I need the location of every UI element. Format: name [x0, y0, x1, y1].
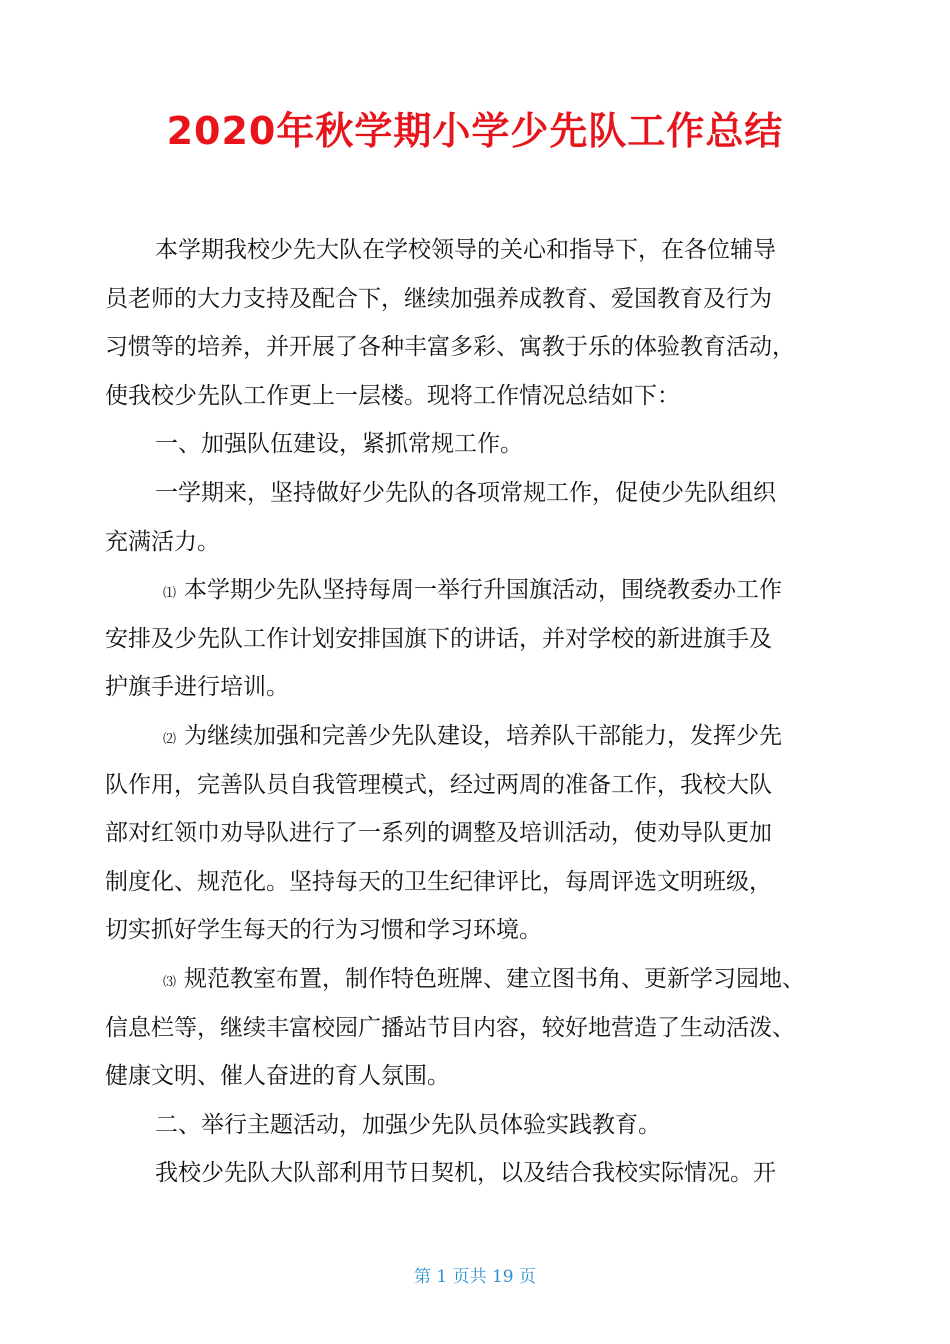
list-item-line [105, 566, 840, 615]
paragraph-line: 习惯等的培养，并开展了各种丰富多彩、寓教于乐的体验教育活动， [105, 334, 795, 361]
paragraph-line: 部对红领巾劝导队进行了一系列的调整及培训活动，使劝导队更加 [105, 820, 772, 847]
paragraph-line: 护旗手进行培训。 [105, 674, 289, 701]
paragraph-line: 我校少先队大队部利用节日契机，以及结合我校实际情况。开 [155, 1160, 776, 1187]
paragraph-line: 健康文明、催人奋进的育人氛围。 [105, 1063, 450, 1090]
section-heading: 一、加强队伍建设，紧抓常规工作。 [155, 431, 523, 458]
paragraph-line: 员老师的大力支持及配合下，继续加强养成教育、爱国教育及行为 [105, 285, 772, 312]
document-body [105, 226, 840, 1198]
list-marker: ⑴ [163, 586, 177, 602]
list-item-text: 本学期少先队坚持每周一举行升国旗活动，围绕教委办工作 [184, 577, 783, 604]
page-number-footer: 第 1 页共 19 页 [413, 1267, 537, 1287]
paragraph-line: 队作用，完善队员自我管理模式，经过两周的准备工作，我校大队 [105, 771, 772, 798]
paragraph-line: 本学期我校少先大队在学校领导的关心和指导下，在各位辅导 [155, 237, 776, 263]
paragraph-line: 使我校少先队工作更上一层楼。现将工作情况总结如下： [105, 382, 680, 409]
list-item-text: 规范教室布置，制作特色班牌、建立图书角、更新学习园地、 [184, 965, 806, 992]
list-item-text: 为继续加强和完善少先队建设，培养队干部能力，发挥少先 [184, 722, 783, 749]
paragraph-line: 一学期来，坚持做好少先队的各项常规工作，促使少先队组织 [155, 479, 776, 506]
paragraph-line: 信息栏等，继续丰富校园广播站节目内容，较好地营造了生动活泼、 [105, 1014, 795, 1041]
list-marker: ⑶ [163, 974, 177, 990]
list-item-line [105, 712, 840, 761]
paragraph-line: 切实抓好学生每天的行为习惯和学习环境。 [105, 917, 542, 944]
paragraph-line: 安排及少先队工作计划安排国旗下的讲话，并对学校的新进旗手及 [105, 625, 772, 652]
list-item-line [105, 955, 840, 1004]
list-marker: ⑵ [163, 731, 177, 747]
section-heading: 二、举行主题活动，加强少先队员体验实践教育。 [155, 1111, 661, 1138]
document-title: 2020年秋学期小学少先队工作总结 [166, 109, 784, 153]
paragraph-line: 充满活力。 [105, 528, 220, 555]
paragraph-line: 制度化、规范化。坚持每天的卫生纪律评比，每周评选文明班级， [105, 868, 772, 895]
